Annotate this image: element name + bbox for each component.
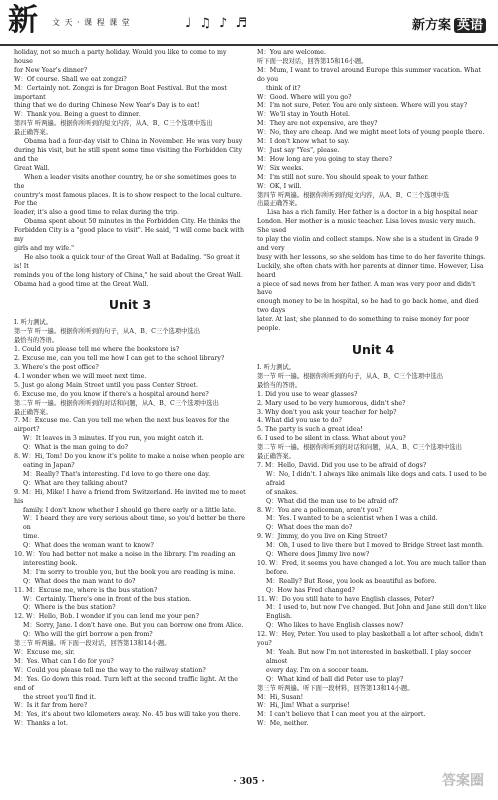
text-line: for New Year's dinner? (14, 66, 88, 74)
text-line: M：Certainly not. Zongzi is for Dragon Boat Festival. But the most important (14, 84, 227, 101)
text-line: W：Me, neither. (257, 720, 309, 728)
watermark-logo: 答案圈 (442, 773, 484, 789)
series-logo: 新 (8, 3, 38, 38)
page-number: · 305 · (233, 777, 265, 787)
text-line: W：Of course. Shall we eat zongzi? (14, 75, 127, 83)
text-line: during his visit, but he still spent some time visiting the Forbidden City and the (14, 146, 242, 163)
text-line: 4. I wonder when we will meet next time. (14, 372, 147, 380)
text-line: 第一节 听一遍。根据你所听到的句子，从A、B、C三个选项中选出 (257, 372, 444, 380)
text-line: Forbidden City is a "good place to visit". He said, "I will come back with my (14, 227, 245, 244)
text-line: 3. Where's the post office? (14, 364, 99, 371)
text-line: W：We'll stay in Youth Hotel. (257, 111, 350, 119)
text-line: Q：Who will the girl borrow a pen from? (23, 631, 153, 639)
text-line: English. (266, 613, 292, 621)
text-line: Obama spent about 50 minutes in the Forbidden City. He thinks the (24, 218, 241, 226)
text-line: M：Yes, it's about two kilometers away. No. 45 bus will take you there. (14, 711, 241, 719)
text-line: M：They are not expensive, are they? (257, 120, 378, 128)
text-line: 第二节 听一遍。根据你所听到的对话和问题，从A、B、C三个选项中选出 (257, 444, 462, 452)
text-line: London. Her mother is a music teacher. Lisa loves music very much. She used (257, 218, 476, 235)
text-line: reminds you of the long history of China," he said about the Great Wall. (14, 271, 243, 279)
text-line: 2. Mary used to be very humorous, didn't she? (257, 399, 406, 407)
text-line: 8. W：You are a policeman, aren't you? (257, 506, 382, 514)
text-line: W：No, they are cheap. And we might meet lots of young people there. (257, 129, 485, 137)
text-line: Obama had a four-day visit to China in November. He was very busy (24, 138, 243, 146)
text-line: 7. M：Excuse me. Can you tell me when the next bus leaves for the airport? (14, 417, 230, 434)
text-line: M：Mum, I want to travel around Europe this summer vacation. What do you (257, 66, 481, 83)
text-line: M：Yes. Go down this road. Turn left at the second traffic light. At the end of (14, 675, 238, 692)
text-line: When a leader visits another country, he or she sometimes goes to the (14, 173, 237, 190)
text-line: 第二节 听一遍。根据你所听到的对话和问题，从A、B、C三个选项中选出 (14, 399, 219, 407)
text-line: before. (266, 568, 289, 576)
text-line: M：You are welcome. (257, 49, 326, 56)
text-line: W：I heard they are very serious about time, so you'd better be there on (23, 515, 246, 532)
text-line: Luckily, she often chats with her parents at dinner time. However, Lisa heard (257, 262, 484, 279)
text-line: 1. Did you use to wear glasses? (257, 390, 358, 398)
text-line: country's most famous places. It is to show respect to the local culture. For the (14, 191, 242, 208)
text-line: 1. Could you please tell me where the bookstore is? (14, 346, 180, 354)
text-line: a piece of sad news from her father. A man was very poor and didn't have (257, 280, 476, 297)
text-line: Q：Who likes to have English classes now? (266, 622, 404, 630)
text-line: M：Yes. What can I do for you? (14, 657, 114, 665)
text-line: W：Certainly. There's one in front of the bus station. (23, 595, 192, 603)
text-line: 7. M：Hello, David. Did you use to be afraid of dogs? (257, 461, 427, 469)
text-line: 最恰当的答语。 (14, 337, 59, 345)
text-line: 4. What did you use to do? (257, 417, 342, 425)
text-line: Q：Where does Jimmy live now? (266, 551, 370, 559)
text-line: 最正确答案。 (14, 129, 52, 137)
series-slogan: 文 天 · 课 程 课 堂 (52, 18, 131, 27)
page-header (0, 0, 498, 46)
text-line: W：Hi, Jim! What a surprise! (257, 702, 350, 710)
text-line: 第一节 听一遍。根据你所听到的句子，从A、B、C三个选项中选出 (14, 328, 201, 336)
text-line: enough money to be in hospital, so he had to go back home, and died two days (257, 298, 479, 315)
text-line: M：How long are you going to stay there? (257, 155, 392, 163)
text-line: 9. W：Jimmy, do you live on King Street? (257, 533, 388, 541)
text-line: holiday, not so much a party holiday. Would you like to come to my house (14, 49, 227, 65)
text-line: 第四节 听两遍。根据你所听到的短文内容，从A、B、C三个选项中选 (257, 191, 450, 199)
text-line: 第三节 听两遍。听下面一段对话，回答第13和14小题。 (14, 640, 171, 648)
text-line: W：Could you please tell me the way to the railway station? (14, 666, 206, 674)
text-line: M：I'm sorry to trouble you, but the book you are reading is mine. (23, 568, 236, 576)
text-line: Ⅰ. 听力测试。 (257, 364, 295, 371)
text-line: Q：What does the man do? (266, 524, 353, 532)
text-line: W：Excuse me, sir. (14, 649, 75, 656)
subject-label: 英语 (454, 18, 486, 33)
text-line: 9. M：Hi, Mike! I have a friend from Switzerland. He invited me to meet his (14, 488, 246, 505)
text-line: 3. Why don't you ask your teacher for help? (257, 408, 397, 416)
text-line: Q：What does the man want to do? (23, 577, 136, 585)
unit-heading: Unit 4 (351, 342, 395, 357)
text-line: M：Really? That's interesting. I'd love to go there one day. (23, 470, 210, 478)
text-line: W：No, I didn't. I always like animals like dogs and cats. I used to be afraid (266, 470, 487, 487)
text-line: 10. W：Fred, it seems you have changed a lot. You are much taller than (257, 559, 487, 567)
text-line: time. (23, 533, 40, 541)
text-line: Q：What did the man use to be afraid of? (266, 497, 398, 505)
text-line: 出最正确答案。 (257, 200, 302, 208)
left-column (14, 49, 246, 729)
text-line: 10. W：You had better not make a noise in the library. I'm reading an (14, 551, 236, 559)
text-line: W：Good. Where will you go? (257, 93, 352, 101)
text-line: 12. W：Hello, Bob. I wonder if you can lend me your pen? (14, 613, 199, 621)
text-line: Q：What are they talking about? (23, 479, 128, 487)
text-line: W：Is it far from here? (14, 702, 88, 710)
text-line: 11. M：Excuse me, where is the bus station? (14, 586, 158, 594)
text-line: 最正确答案。 (14, 408, 52, 416)
text-line: He also took a quick tour of the Great Wall at Badaling. "So great it is! It (14, 253, 240, 270)
text-line: 6. I used to be silent in class. What about you? (257, 435, 406, 443)
text-line: Q：What is the man going to do? (23, 444, 129, 452)
text-line: family. I don't know whether I should go there early or a little late. (23, 506, 237, 514)
text-line: Q：How has Fred changed? (266, 586, 355, 594)
text-line: M：Really? But Rose, you look as beautiful as before. (266, 577, 437, 585)
text-line: W：Thank you. Being a guest to dinner. (14, 111, 141, 119)
text-line: M：I used to, but now I've changed. But John and Jane still don't like (266, 604, 487, 612)
text-line: 5. The party is such a great idea! (257, 426, 363, 434)
text-line: 5. Just go along Main Street until you pass Center Street. (14, 381, 198, 389)
text-line: to play the violin and collect stamps. Now she is a student in Grade 9 and very (257, 236, 479, 252)
text-line: Q：Where is the bus station? (23, 604, 116, 612)
text-line: W：It leaves in 3 minutes. If you run, you might catch it. (23, 435, 204, 443)
text-line: M：I'm still not sure. You should speak to your father. (257, 173, 429, 181)
text-line: every day. I'm on a soccer team. (266, 666, 369, 674)
text-line: 8. W：Hi, Tom! Do you know it's polite to make a noise when people are (14, 453, 245, 461)
text-line: 11. W：Do you still hate to have English classes, Peter? (257, 595, 435, 603)
text-line: W：Just say "Yes", please. (257, 146, 340, 154)
text-line: Q：What does the woman want to know? (23, 542, 154, 550)
unit-heading: Unit 3 (108, 297, 152, 313)
text-line: 2. Excuse me, can you tell me how I can get to the school library? (14, 355, 225, 363)
text-line: later. At last, she planned to do something to raise money for poor people. (257, 316, 470, 333)
text-line: M：Sorry, Jane. I don't have one. But you can borrow one from Alice. (23, 622, 244, 630)
text-line: M：I can't believe that I can meet you at the airport. (257, 711, 426, 719)
text-line: 第三节 听两遍。听下面一段材料，回答第13和14小题。 (257, 684, 414, 692)
text-line: Obama had a good time at the Great Wall. (14, 280, 149, 288)
text-line: of snakes. (266, 488, 298, 496)
text-line: 最恰当的答语。 (257, 381, 302, 389)
text-line: the street you'll find it. (23, 693, 97, 701)
text-line: thing that we do during Chinese New Year's Day is to eat! (14, 102, 200, 110)
text-line: busy with her lessons, so she seldom has time to do her favorite things. (257, 253, 486, 261)
text-line: M：Hi, Susan! (257, 693, 304, 701)
text-line: Q：What kind of ball did Peter use to play? (266, 675, 404, 683)
text-line: girls and my wife." (14, 244, 75, 252)
text-line: leader, it's also a good time to relax during the trip. (14, 209, 179, 217)
text-line: 最正确答案。 (257, 453, 295, 461)
text-line: M：Yeah. But now I'm not interested in basketball. I play soccer almost (266, 649, 472, 665)
text-line: eating in Japan? (23, 461, 75, 469)
text-line: W：OK, I will. (257, 182, 302, 190)
text-line: Lisa has a rich family. Her father is a doctor in a big hospital near (267, 209, 478, 217)
text-line: 听下面一段对话，回答第15和16小题。 (257, 57, 368, 65)
brand-name: 新方案 (411, 18, 451, 33)
text-line: W：Thanks a lot. (14, 720, 68, 728)
text-line: M：I'm not sure, Peter. You are only sixteen. Where will you stay? (257, 102, 468, 110)
text-line: M：I don't know what to say. (257, 138, 350, 146)
text-line: M：Yes. I wanted to be a scientist when I was a child. (266, 515, 438, 523)
text-line: Great Wall. (14, 164, 50, 172)
text-line: think of it? (266, 84, 301, 92)
subject-brand (412, 14, 486, 33)
music-notes-decoration: ♩ ♫ ♪ ♬ (185, 16, 250, 31)
text-line: W：Six weeks. (257, 164, 304, 172)
text-line: Ⅰ. 听力测试。 (14, 319, 52, 327)
text-line: 6. Excuse me, do you know if there's a hospital around here? (14, 390, 209, 398)
text-line: interesting book. (23, 559, 78, 567)
text-line: 12. W：Hey, Peter. You used to play basketball a lot after school, didn't you? (257, 631, 484, 648)
text-line: M：Oh, I used to live there but I moved to Bridge Street last month. (266, 542, 484, 550)
text-line: 第四节 听两遍。根据你所听到的短文内容，从A、B、C三个选项中选出 (14, 120, 213, 128)
right-column (257, 49, 489, 729)
